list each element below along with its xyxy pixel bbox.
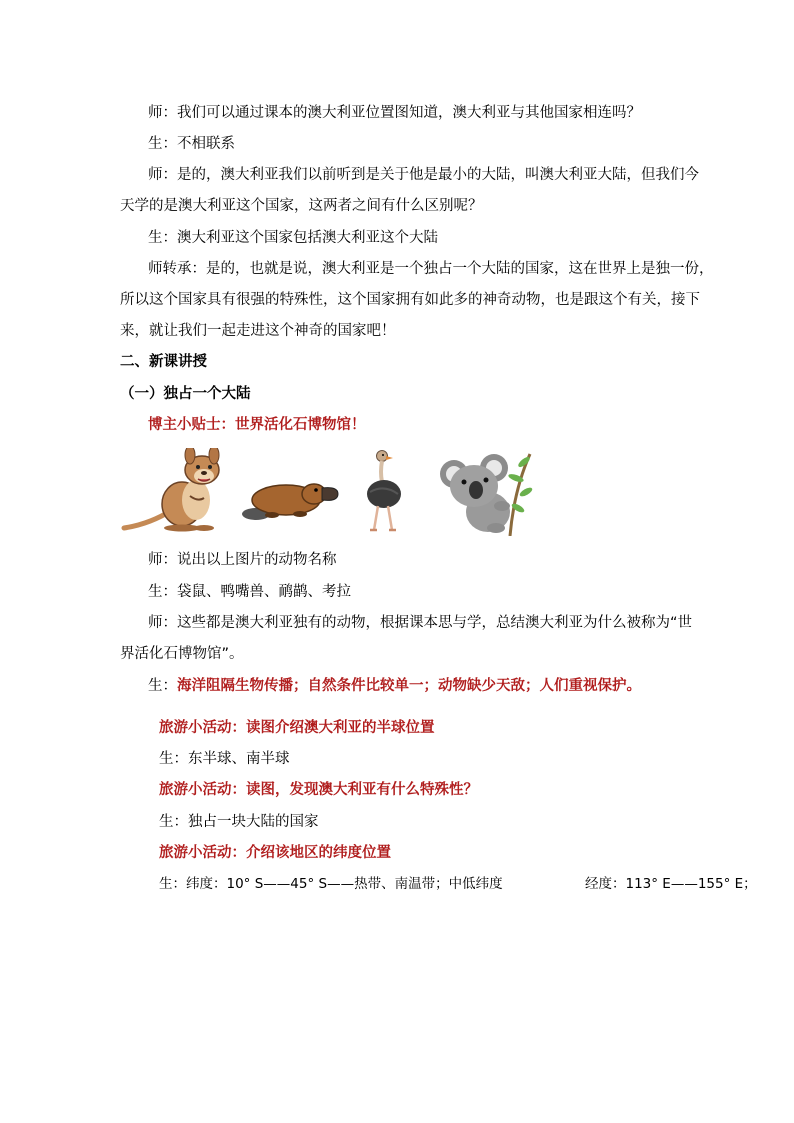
paragraph-line: 师：说出以上图片的动物名称	[148, 552, 337, 568]
section-heading: 二、新课讲授	[120, 354, 207, 370]
paragraph-line: 师转承：是的，也就是说，澳大利亚是一个独占一个大陆的国家，这在世界上是独一份，	[148, 261, 714, 277]
paragraph-line: 师：这些都是澳大利亚独有的动物，根据课本思与学，总结澳大利亚为什么被称为“世	[148, 615, 693, 631]
paragraph-line: 所以这个国家具有很强的特殊性，这个国家拥有如此多的神奇动物，也是跟这个有关，接下	[120, 292, 700, 308]
paragraph-line: 师：我们可以通过课本的澳大利亚位置图知道，澳大利亚与其他国家相连吗？	[148, 105, 641, 121]
paragraph-line: 天学的是澳大利亚这个国家，这两者之间有什么区别呢？	[120, 198, 483, 214]
paragraph-line: 生：不相联系	[148, 136, 235, 152]
answer-line	[148, 676, 641, 696]
koala-image	[436, 450, 534, 536]
activity-heading: 旅游小活动：读图介绍澳大利亚的半球位置	[159, 720, 435, 736]
paragraph-line: 来，就让我们一起走进这个神奇的国家吧！	[120, 323, 396, 339]
answer-highlight: 海洋阻隔生物传播；自然条件比较单一；动物缺少天敌；人们重视保护。	[177, 678, 641, 694]
activity-heading: 旅游小活动：读图，发现澳大利亚有什么特殊性？	[159, 782, 478, 798]
activity-answer: 生：东半球、南半球	[159, 751, 290, 767]
ostrich-image	[360, 448, 408, 534]
activity-answer: 经度：113° E——155° E；	[585, 876, 757, 892]
subsection-heading: （一）独占一个大陆	[120, 386, 251, 402]
paragraph-line: 师：是的，澳大利亚我们以前听到是关于他是最小的大陆，叫澳大利亚大陆，但我们今	[148, 167, 699, 183]
paragraph-line: 生：袋鼠、鸭嘴兽、鸸鹋、考拉	[148, 584, 351, 600]
activity-answer: 生：纬度：10° S——45° S——热带、南温带；中低纬度	[159, 876, 503, 892]
paragraph-line: 生：澳大利亚这个国家包括澳大利亚这个大陆	[148, 230, 438, 246]
answer-prefix: 生：	[148, 678, 177, 694]
activity-answer: 生：独占一块大陆的国家	[159, 814, 319, 830]
kangaroo-image	[120, 448, 226, 532]
blogger-tip: 博主小贴士：世界活化石博物馆！	[148, 417, 366, 433]
platypus-image	[238, 474, 340, 524]
paragraph-line: 界活化石博物馆”。	[120, 646, 244, 662]
activity-heading: 旅游小活动：介绍该地区的纬度位置	[159, 845, 391, 861]
